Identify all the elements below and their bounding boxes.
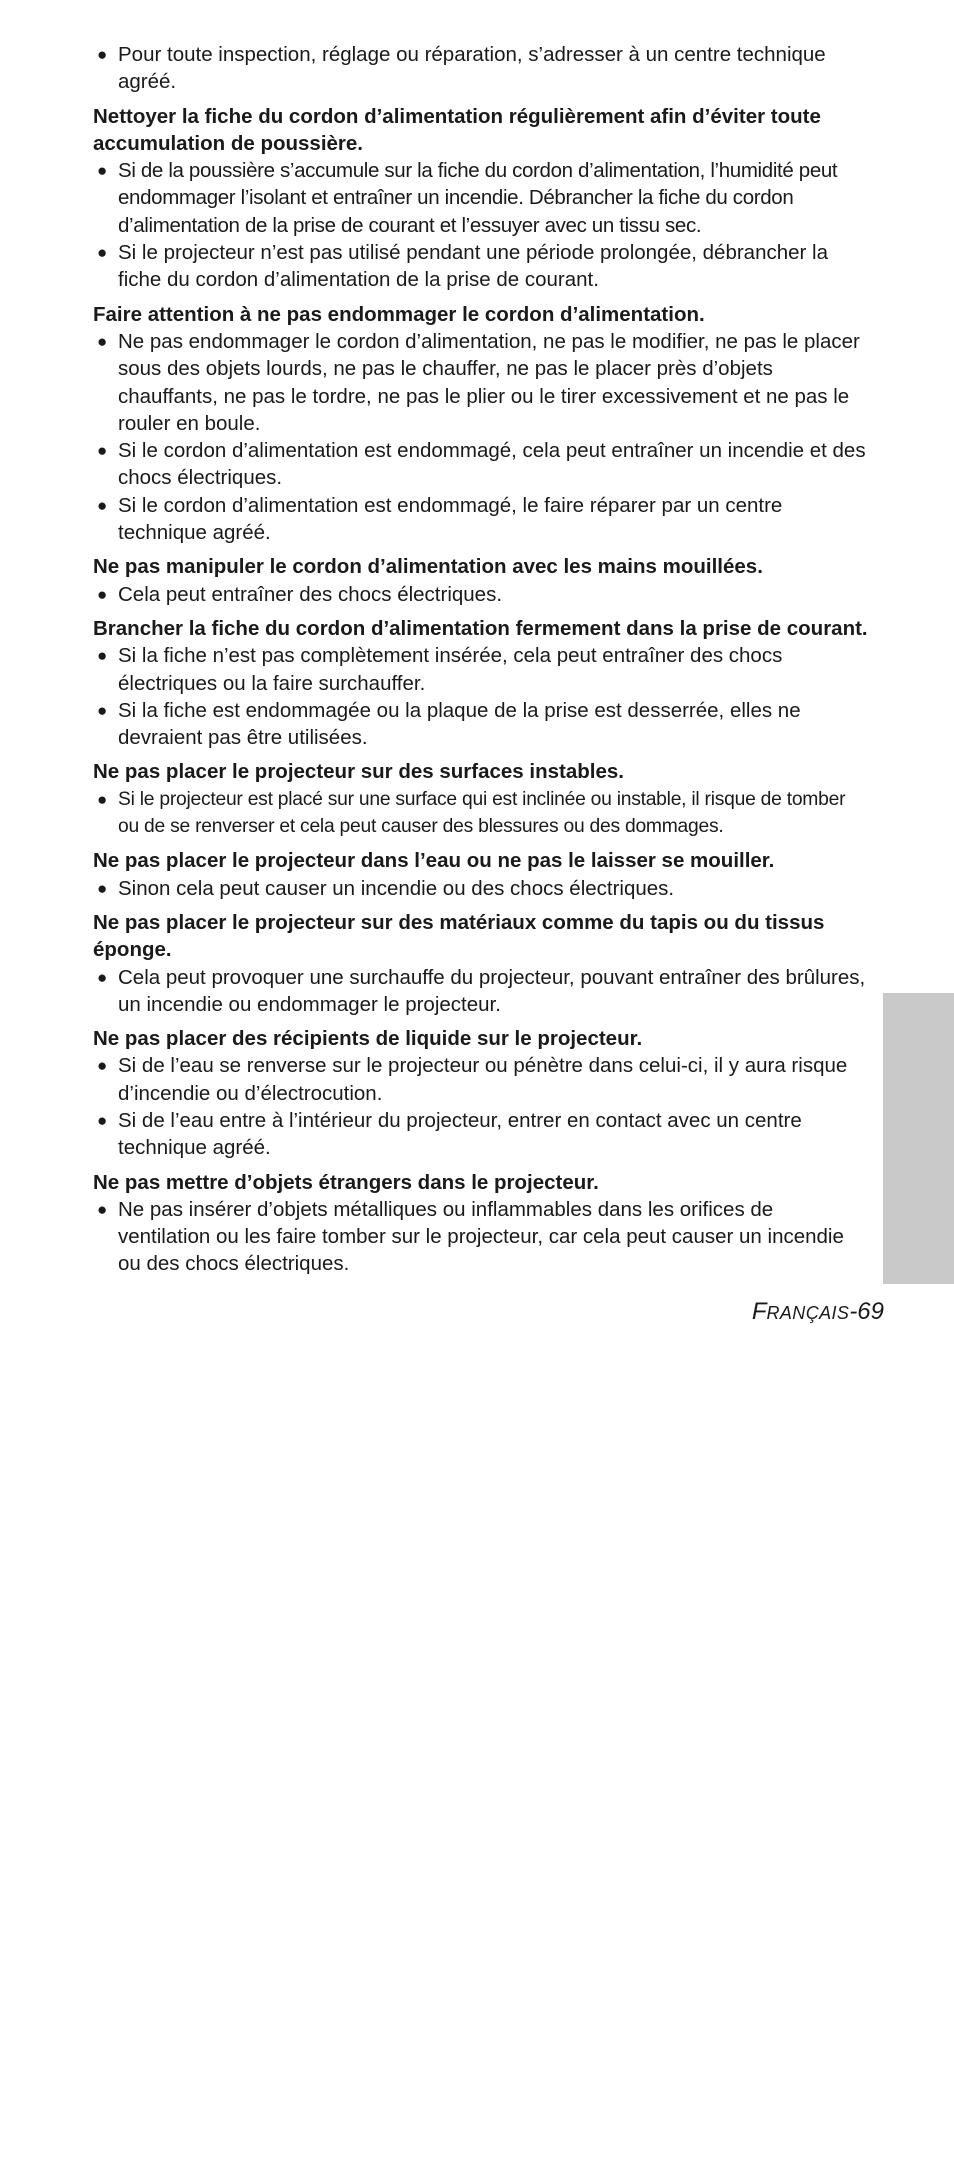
page-content xyxy=(93,41,868,1278)
section-heading: Ne pas mettre d’objets étrangers dans le projecteur. xyxy=(93,1170,599,1194)
list-item xyxy=(93,697,868,752)
bullet-icon: ● xyxy=(97,789,108,809)
section-wet-hands xyxy=(93,553,868,608)
list-item xyxy=(93,1196,868,1278)
list-item xyxy=(93,437,868,492)
bullet-text: Si la fiche n’est pas complètement insérée, cela peut entraîner des chocs électriques ou la faire surchauffer. xyxy=(118,644,783,695)
section-heading: Ne pas placer le projecteur sur des surfaces instables. xyxy=(93,760,624,784)
bullet-text: Ne pas endommager le cordon d’alimentation, ne pas le modifier, ne pas le placer sous des objets lourds, ne pas le chauffer, ne pas le placer près d’objets chauffants, ne pas le tordre, ne pas le plier ou le tirer excessivement et ne pas le rouler en boule. xyxy=(118,329,860,435)
list-item xyxy=(93,875,868,902)
list-item xyxy=(93,581,868,608)
bullet-text: Si de la poussière s’accumule sur la fiche du cordon d’alimentation, l’humidité peut endommager l’isolant et entraîner un incendie. Débrancher la fiche du cordon d’alimentation de la prise de courant et l’essuyer avec un tissu sec. xyxy=(118,159,838,237)
bullet-text: Cela peut provoquer une surchauffe du projecteur, pouvant entraîner des brûlures, un incendie ou endommager le projecteur. xyxy=(118,965,866,1016)
section-heading: Faire attention à ne pas endommager le cordon d’alimentation. xyxy=(93,302,705,326)
bullet-list xyxy=(93,786,868,841)
section-heading: Nettoyer la fiche du cordon d’alimentation régulièrement afin d’éviter toute accumulation de poussière. xyxy=(93,104,821,155)
section-heading: Brancher la fiche du cordon d’alimentation fermement dans la prise de courant. xyxy=(93,616,868,640)
section-unstable-surfaces xyxy=(93,758,868,840)
bullet-icon: ● xyxy=(97,1199,108,1219)
list-item xyxy=(93,642,868,697)
footer-language-initial: F xyxy=(751,1298,767,1325)
bullet-list xyxy=(93,328,868,546)
list-item xyxy=(93,41,868,96)
section-cord-damage xyxy=(93,301,868,547)
bullet-icon: ● xyxy=(97,878,108,898)
section-water xyxy=(93,847,868,902)
bullet-list xyxy=(93,157,868,293)
bullet-icon: ● xyxy=(97,45,108,64)
page-footer xyxy=(752,1298,884,1326)
side-tab-label: Others xyxy=(904,2092,932,2173)
list-item xyxy=(93,239,868,294)
section-heading: Ne pas manipuler le cordon d’alimentation avec les mains mouillées. xyxy=(93,555,763,579)
bullet-list xyxy=(93,642,868,751)
section-clean-plug xyxy=(93,103,868,294)
page-number: -69 xyxy=(849,1298,884,1325)
bullet-list xyxy=(93,875,868,902)
bullet-icon: ● xyxy=(97,161,108,181)
bullet-text: Ne pas insérer d’objets métalliques ou inflammables dans les orifices de ventilation ou les faire tomber sur le projecteur, car cela peut causer un incendie ou des chocs électriques. xyxy=(118,1197,844,1276)
bullet-icon: ● xyxy=(97,331,108,351)
list-item xyxy=(93,1052,868,1107)
bullet-text: Sinon cela peut causer un incendie ou des chocs électriques. xyxy=(118,876,675,900)
bullet-icon: ● xyxy=(97,441,108,461)
section-heading: Ne pas placer des récipients de liquide sur le projecteur. xyxy=(93,1027,643,1051)
bullet-text: Si le projecteur est placé sur une surface qui est inclinée ou instable, il risque de tomber ou de se renverser et cela peut causer des blessures ou des dommages. xyxy=(118,788,846,838)
lead-bullet-list xyxy=(93,41,868,96)
bullet-icon: ● xyxy=(97,495,108,515)
section-plug-firmly xyxy=(93,615,868,751)
bullet-icon: ● xyxy=(97,243,108,263)
section-liquid-containers xyxy=(93,1025,868,1161)
bullet-text: Cela peut entraîner des chocs électriques. xyxy=(118,582,503,606)
bullet-list xyxy=(93,581,868,608)
bullet-text: Si de l’eau entre à l’intérieur du projecteur, entrer en contact avec un centre technique agréé. xyxy=(118,1108,802,1160)
bullet-list xyxy=(93,1196,868,1278)
bullet-list xyxy=(93,964,868,1019)
bullet-text: Si la fiche est endommagée ou la plaque de la prise est desserrée, elles ne devraient pas être utilisées. xyxy=(118,698,801,750)
bullet-icon: ● xyxy=(97,646,108,666)
list-item xyxy=(93,157,868,239)
bullet-text: Si de l’eau se renverse sur le projecteur ou pénètre dans celui-ci, il y aura risque d’incendie ou d’électrocution. xyxy=(118,1054,848,1105)
list-item xyxy=(93,964,868,1019)
bullet-icon: ● xyxy=(97,584,108,604)
bullet-icon: ● xyxy=(97,700,108,720)
section-foreign-objects xyxy=(93,1169,868,1278)
bullet-text: Si le cordon d’alimentation est endommagé, cela peut entraîner un incendie et des chocs électriques. xyxy=(118,439,866,490)
list-item xyxy=(93,1107,868,1162)
section-carpet xyxy=(93,909,868,1018)
side-tab xyxy=(883,993,954,2173)
section-heading: Ne pas placer le projecteur dans l’eau ou ne pas le laisser se mouiller. xyxy=(93,849,775,873)
bullet-list xyxy=(93,1052,868,1161)
bullet-text: Si le projecteur n’est pas utilisé pendant une période prolongée, débrancher la fiche du cordon d’alimentation de la prise de courant. xyxy=(118,241,829,292)
bullet-icon: ● xyxy=(97,967,108,987)
footer-language-rest: RANÇAIS xyxy=(766,1303,850,1323)
list-item xyxy=(93,328,868,437)
bullet-icon: ● xyxy=(97,1056,108,1076)
list-item xyxy=(93,492,868,547)
section-heading: Ne pas placer le projecteur sur des matériaux comme du tapis ou du tissus éponge. xyxy=(93,910,825,962)
bullet-text: Pour toute inspection, réglage ou réparation, s’adresser à un centre technique agréé. xyxy=(118,43,826,94)
bullet-icon: ● xyxy=(97,1110,108,1130)
bullet-text: Si le cordon d’alimentation est endommagé, le faire réparer par un centre technique agréé. xyxy=(118,493,783,545)
list-item xyxy=(93,786,868,841)
